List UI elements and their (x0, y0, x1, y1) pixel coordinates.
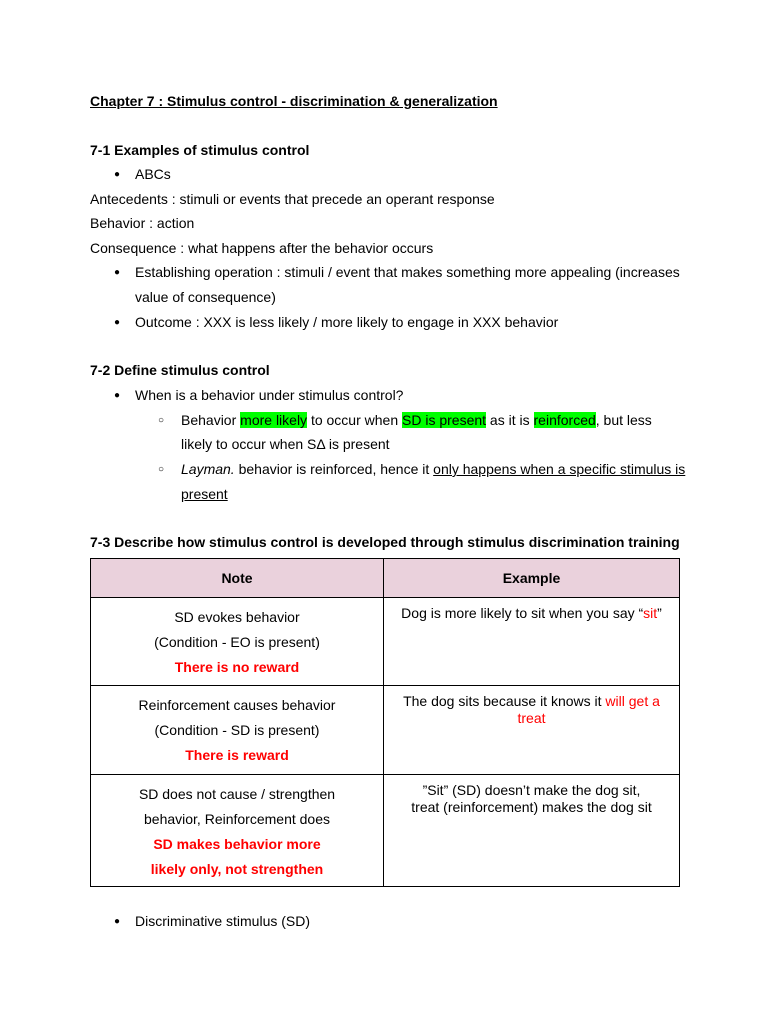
section-7-3-heading: 7-3 Describe how stimulus control is developed through stimulus discrimination training (90, 534, 680, 550)
table-row (91, 775, 680, 887)
sub-bullet-2-line1: Layman. behavior is reinforced, hence it only happens when a specific stimulus is (181, 461, 686, 477)
bullet-dot-icon: ● (114, 169, 121, 180)
section-7-2-heading: 7-2 Define stimulus control (90, 362, 270, 378)
example-cell: The dog sits because it knows it will get a treat (384, 686, 680, 775)
example-cell: ”Sit” (SD) doesn’t make the dog sit, treat (reinforcement) makes the dog sit (384, 775, 680, 887)
consequence-line: Consequence : what happens after the behavior occurs (90, 240, 434, 256)
bullet-dot-icon: ● (114, 267, 121, 278)
table-row (91, 598, 680, 686)
bullet-dot-icon: ● (114, 916, 121, 927)
discriminative-stimulus-item: Discriminative stimulus (SD) (135, 913, 311, 929)
highlight-more-likely: more likely (240, 412, 308, 428)
sub-bullet-2-line2: present (181, 486, 228, 502)
table-row (91, 686, 680, 775)
highlight-sd-present: SD is present (402, 412, 487, 428)
antecedents-line: Antecedents : stimuli or events that precede an operant response (90, 191, 495, 207)
table-header-row (91, 559, 680, 598)
abcs-item: ABCs (135, 166, 171, 182)
eo-item-line2: value of consequence) (135, 289, 276, 305)
bullet-dot-icon: ● (114, 390, 121, 401)
bullet-dot-icon: ● (114, 317, 121, 328)
circle-bullet-icon: ○ (158, 464, 165, 475)
header-example: Example (384, 559, 680, 598)
behavior-line: Behavior : action (90, 215, 195, 231)
notes-table (90, 558, 680, 887)
sub-bullet-1-line1: Behavior more likely to occur when SD is present as it is reinforced, but less (181, 412, 652, 428)
example-cell: Dog is more likely to sit when you say “sit” (384, 598, 680, 686)
circle-bullet-icon: ○ (158, 415, 165, 426)
note-cell: Reinforcement causes behavior (Condition - SD is present) There is reward (91, 686, 384, 775)
section-7-1-heading: 7-1 Examples of stimulus control (90, 142, 310, 158)
outcome-item: Outcome : XXX is less likely / more likely to engage in XXX behavior (135, 314, 559, 330)
note-cell: SD evokes behavior (Condition - EO is present) There is no reward (91, 598, 384, 686)
header-note: Note (91, 559, 384, 598)
chapter-title: Chapter 7 : Stimulus control - discrimination & generalization (90, 93, 498, 109)
sub-bullet-1-line2: likely to occur when SΔ is present (181, 436, 390, 452)
question-item: When is a behavior under stimulus control? (135, 387, 404, 403)
note-cell: SD does not cause / strengthen behavior, Reinforcement does SD makes behavior more likely only, not strengthen (91, 775, 384, 887)
eo-item-line1: Establishing operation : stimuli / event that makes something more appealing (increases (135, 264, 680, 280)
highlight-reinforced: reinforced (533, 412, 596, 428)
